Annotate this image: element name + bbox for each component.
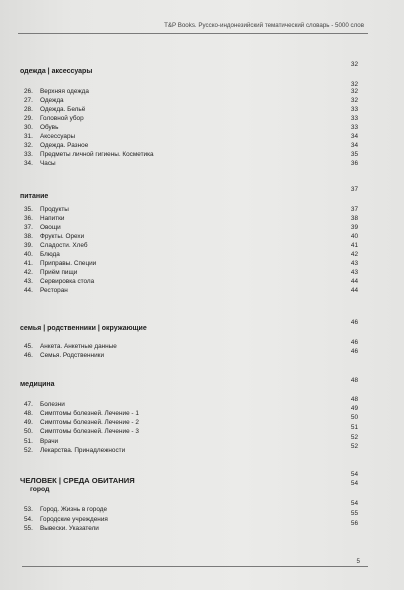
toc-entry[interactable] (24, 438, 58, 445)
toc-entry[interactable] (24, 97, 64, 104)
entry-number: 34. (24, 160, 33, 167)
entry-label: Симптомы болезней. Лечение - 3 (40, 428, 139, 435)
subsection-page-number: 54 (350, 480, 358, 487)
entry-label: Симптомы болезней. Лечение - 1 (40, 410, 139, 417)
entry-number: 45. (24, 343, 33, 350)
toc-entry[interactable] (24, 516, 108, 523)
entry-number: 32. (24, 142, 33, 149)
toc-entry[interactable] (24, 506, 107, 513)
page-number: 5 (356, 558, 360, 565)
entry-page: 41 (350, 242, 358, 249)
toc-entry[interactable] (24, 525, 99, 532)
entry-page: 48 (350, 396, 358, 403)
entry-number: 33. (24, 151, 33, 158)
section-heading: одежда | аксессуары (20, 68, 93, 75)
entry-page: 51 (350, 424, 358, 431)
section-page-number: 32 (350, 61, 358, 68)
subsection-heading: город (30, 486, 50, 493)
section-page-number: 32 (350, 81, 358, 88)
entry-label: Обувь (40, 124, 59, 131)
entry-page: 37 (350, 206, 358, 213)
section-heading: питание (20, 193, 49, 200)
entry-number: 44. (24, 287, 33, 294)
entry-number: 28. (24, 106, 33, 113)
entry-page: 34 (350, 142, 358, 149)
entry-label: Сервировка стола (40, 278, 95, 285)
toc-entry[interactable] (24, 115, 84, 122)
running-header: T&P Books. Русско-индонезийский тематический словарь - 5000 слов (164, 22, 364, 29)
entry-label: Фрукты. Орехи (40, 233, 85, 240)
entry-page: 33 (350, 124, 358, 131)
part-heading: ЧЕЛОВЕК | СРЕДА ОБИТАНИЯ (20, 476, 135, 485)
toc-entry[interactable] (24, 260, 96, 267)
entry-page: 32 (350, 88, 358, 95)
entry-label: Семья. Родственники (40, 352, 105, 359)
entry-number: 40. (24, 251, 33, 258)
entry-label: Овощи (40, 224, 61, 231)
entry-page: 40 (350, 233, 358, 240)
entry-page: 46 (350, 348, 358, 355)
entry-number: 39. (24, 242, 33, 249)
toc-entry[interactable] (24, 447, 125, 454)
toc-entry[interactable] (24, 242, 88, 249)
entry-page: 44 (350, 287, 358, 294)
entry-page: 46 (350, 339, 358, 346)
entry-number: 36. (24, 215, 33, 222)
footer-rule (22, 566, 368, 567)
entry-number: 38. (24, 233, 33, 240)
entry-page: 52 (350, 443, 358, 450)
entry-label: Ресторан (40, 287, 68, 294)
entry-number: 54. (24, 516, 33, 523)
entry-label: Часы (40, 160, 56, 167)
entry-page: 52 (350, 434, 358, 441)
entry-number: 53. (24, 506, 33, 513)
entry-label: Врачи (40, 438, 59, 445)
toc-entry[interactable] (24, 160, 56, 167)
entry-label: Одежда. Разное (40, 142, 89, 149)
entry-number: 26. (24, 88, 33, 95)
toc-entry[interactable] (24, 124, 58, 131)
entry-number: 35. (24, 206, 33, 213)
toc-entry[interactable] (24, 410, 139, 417)
entry-page: 36 (350, 160, 358, 167)
section-heading: медицина (20, 381, 55, 388)
entry-page: 32 (350, 97, 358, 104)
toc-entry[interactable] (24, 215, 65, 222)
toc-entry[interactable] (24, 142, 88, 149)
entry-label: Анкета. Анкетные данные (40, 343, 117, 350)
entry-page: 54 (350, 500, 358, 507)
toc-entry[interactable] (24, 133, 75, 140)
entry-label: Головной убор (40, 115, 84, 122)
entry-page: 34 (350, 133, 358, 140)
entry-number: 27. (24, 97, 33, 104)
toc-entry[interactable] (24, 343, 117, 350)
entry-page: 49 (350, 405, 358, 412)
toc-entry[interactable] (24, 151, 154, 158)
entry-page: 42 (350, 251, 358, 258)
toc-entry[interactable] (24, 278, 94, 285)
toc-entry[interactable] (24, 428, 139, 435)
toc-entry[interactable] (24, 269, 77, 276)
entry-page: 38 (350, 215, 358, 222)
toc-entry[interactable] (24, 88, 89, 95)
entry-page: 44 (350, 278, 358, 285)
entry-page: 50 (350, 414, 358, 421)
entry-page: 55 (350, 510, 358, 517)
toc-entry[interactable] (24, 287, 68, 294)
toc-entry[interactable] (24, 419, 139, 426)
entry-number: 43. (24, 278, 33, 285)
entry-label: Напитки (40, 215, 65, 222)
entry-number: 42. (24, 269, 33, 276)
entry-label: Симптомы болезней. Лечение - 2 (40, 419, 139, 426)
entry-page: 43 (350, 260, 358, 267)
entry-label: Приём пищи (40, 269, 78, 276)
toc-entry[interactable] (24, 251, 60, 258)
entry-page: 56 (350, 520, 358, 527)
section-page-number: 48 (350, 377, 358, 384)
entry-label: Верхняя одежда (40, 88, 89, 95)
entry-number: 30. (24, 124, 33, 131)
entry-label: Продукты (40, 206, 69, 213)
toc-entry[interactable] (24, 401, 65, 408)
section-page-number: 46 (350, 319, 358, 326)
entry-number: 48. (24, 410, 33, 417)
entry-number: 50. (24, 428, 33, 435)
entry-label: Аксессуары (40, 133, 76, 140)
entry-label: Вывески. Указатели (40, 525, 99, 532)
entry-number: 52. (24, 447, 33, 454)
toc-entry[interactable] (24, 206, 69, 213)
entry-number: 37. (24, 224, 33, 231)
entry-number: 51. (24, 438, 33, 445)
toc-entry[interactable] (24, 352, 104, 359)
toc-entry[interactable] (24, 106, 85, 113)
entry-label: Блюда (40, 251, 60, 258)
toc-entry[interactable] (24, 224, 61, 231)
entry-label: Одежда (40, 97, 64, 104)
entry-number: 29. (24, 115, 33, 122)
section-page-number: 54 (350, 471, 358, 478)
entry-number: 46. (24, 352, 33, 359)
entry-page: 43 (350, 269, 358, 276)
entry-number: 31. (24, 133, 33, 140)
entry-page: 33 (350, 106, 358, 113)
entry-number: 55. (24, 525, 33, 532)
section-page-number: 37 (350, 186, 358, 193)
entry-label: Сладости. Хлеб (40, 242, 88, 249)
entry-label: Город. Жизнь в городе (40, 506, 108, 513)
entry-label: Одежда. Бельё (40, 106, 86, 113)
entry-label: Болезни (40, 401, 65, 408)
section-heading: семья | родственники | окружающие (20, 325, 147, 332)
entry-label: Приправы. Специи (40, 260, 97, 267)
entry-number: 41. (24, 260, 33, 267)
entry-number: 47. (24, 401, 33, 408)
entry-page: 39 (350, 224, 358, 231)
entry-label: Лекарства. Принадлежности (40, 447, 126, 454)
entry-page: 35 (350, 151, 358, 158)
toc-entry[interactable] (24, 233, 84, 240)
entry-label: Предметы личной гигиены. Косметика (40, 151, 154, 158)
entry-number: 49. (24, 419, 33, 426)
entry-page: 33 (350, 115, 358, 122)
entry-label: Городские учреждения (40, 516, 108, 523)
